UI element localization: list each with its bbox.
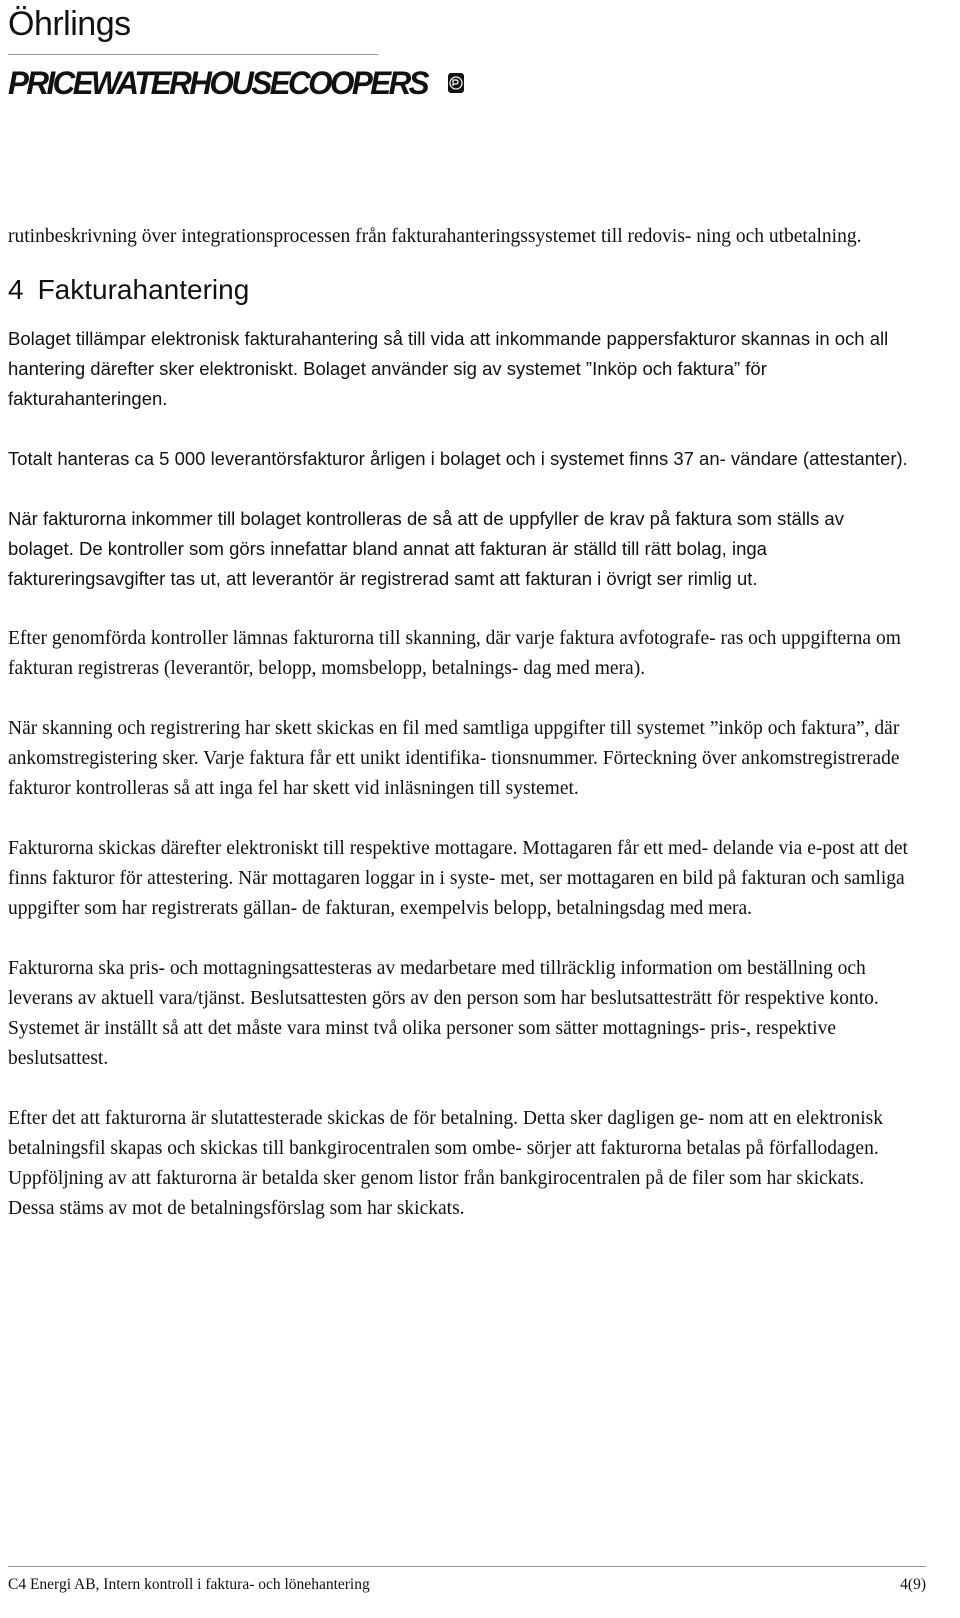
paragraph: Fakturorna ska pris- och mottagningsattesteras av medarbetare med tillräcklig information om beställning och leverans av aktuell vara/tjänst. Beslutsattesten görs av den person som har beslutsattesträtt för respektive konto. Systemet är inställt så att det måste vara minst två olika personer som sätter mottagnings- pris-, respektive beslutsattest. (8, 958, 879, 1069)
page-footer (8, 1574, 926, 1596)
intro-paragraph: rutinbeskrivning över integrationsprocessen från fakturahanteringssystemet till redovis- ning och utbetalning. (8, 226, 862, 247)
paragraph: När fakturorna inkommer till bolaget kontrolleras de så att de uppfyller de krav på faktura som ställs av bolaget. De kontroller som görs innefattar bland annat att fakturan är ställd till rätt bolag, inga faktureringsavgifter tas ut, att leverantör är registrerad samt att fakturan i övrigt ser rimlig ut. (8, 508, 844, 589)
section-title: Fakturahantering (37, 274, 250, 305)
paragraph: Fakturorna skickas därefter elektroniskt till respektive mottagare. Mottagaren får ett med- delande via e-post att det finns fakturor för attestering. När mottagaren loggar in i syste- met, ser mottagaren en bild på fakturan och samliga uppgifter som har registrerats gällan- de fakturan, exempelvis belopp, betalningsdag med mera. (8, 838, 908, 919)
header-divider (8, 54, 378, 55)
pwc-seal-icon (448, 73, 464, 93)
document-body (8, 222, 908, 1254)
footer-document-title: C4 Energi AB, Intern kontroll i faktura- och lönehantering (8, 1576, 370, 1593)
header-brand (8, 2, 428, 103)
page-number: 4(9) (900, 1576, 926, 1593)
footer-divider (8, 1566, 926, 1567)
paragraph: Totalt hanteras ca 5 000 leverantörsfakturor årligen i bolaget och i systemet finns 37 an- vändare (attestanter). (8, 448, 908, 469)
section-heading (8, 270, 908, 310)
company-logo (8, 63, 428, 103)
section-number: 4 (8, 274, 24, 305)
company-name: Öhrlings (8, 5, 131, 43)
paragraph: Efter det att fakturorna är slutattesterade skickas de för betalning. Detta sker dagligen ge- nom att en elektronisk betalningsfil skapas och skickas till bankgirocentralen som ombe- sörjer att fakturorna betalas på förfallodagen. Uppföljning av att fakturorna är betalda sker genom listor från bankgirocentralen på de filer som har skickats. Dessa stäms av mot de betalningsförslag som har skickats. (8, 1108, 884, 1219)
paragraph: När skanning och registrering har skett skickas en fil med samtliga uppgifter till systemet ”inköp och faktura”, där ankomstregistering sker. Varje faktura får ett unikt identifika- tionsnummer. Förteckning över ankomstregistrerade fakturor kontrolleras så att inga fel har skett vid inläsningen till systemet. (8, 718, 900, 799)
logo-wordmark: PRICEWATERHOUSECOOPERS (8, 65, 428, 101)
paragraph: Bolaget tillämpar elektronisk fakturahantering så till vida att inkommande pappersfakturor skannas in och all hantering därefter sker elektroniskt. Bolaget använder sig av systemet ”Inköp och faktura” för fakturahanteringen. (8, 328, 889, 409)
paragraph: Efter genomförda kontroller lämnas fakturorna till skanning, där varje faktura avfotografe- ras och uppgifterna om fakturan registreras (leverantör, belopp, momsbelopp, betalnings- dag med mera). (8, 628, 901, 679)
